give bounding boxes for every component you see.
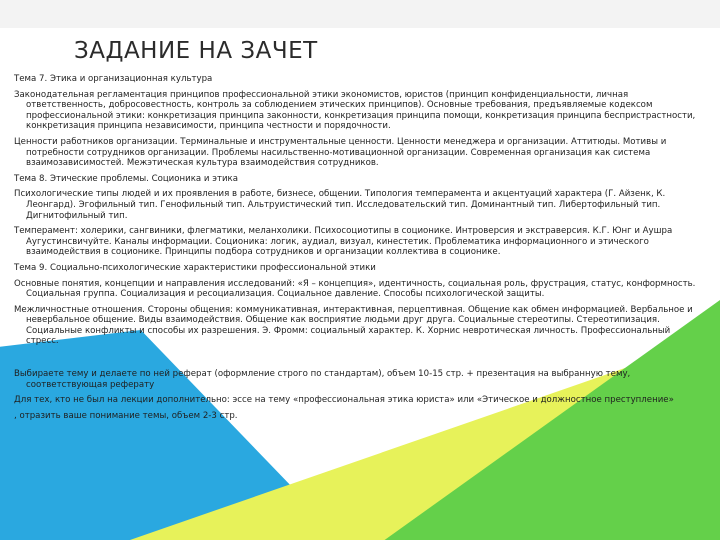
paragraph-volume: , отразить ваше понимание темы, объем 2-3 стр. (14, 410, 238, 421)
paragraph-psych-types: Психологические типы людей и их проявления в работе, бизнесе, общении. Типология темперамента и акцентуаций характера (Г. Айзенк, К. Леонгард). Эгофильный тип. Генофильный тип. Альтруистический тип. Исследовательский тип. Доминантный тип. Либертофильный тип. Дигнитофильный тип. (14, 189, 666, 221)
topic-7-heading: Тема 7. Этика и организационная культура (14, 74, 213, 84)
paragraph-interpersonal: Межличностные отношения. Стороны общения: коммуникативная, интерактивная, перцептивная. Общение как обмен информацией. Вербальное и невербальное общение. Виды взаимодействия. Общение как восприятие людьми друг друга. Социальные стереотипы. Стереотипизация. Социальные конфликты и способы их разрешения. Э. Фромм: социальный характер. К. Хорнис невротическая личность. Профессиональный стресс. (14, 304, 693, 347)
paragraph-essay: Для тех, кто не был на лекции дополнительно: эссе на тему «профессиональная этика юриста» или «Этическое и должностное преступление» (14, 395, 674, 406)
topic-9-heading: Тема 9. Социально-психологические характеристики профессиональной этики (14, 262, 376, 273)
top-band-decoration (0, 0, 720, 28)
slide-title: ЗАДАНИЕ НА ЗАЧЕТ (74, 38, 318, 64)
paragraph-assignment: Выбираете тему и делаете по ней реферат (оформление строго по стандартам), объем 10-15 стр. + презентация на выбранную тему, соответствующая реферату (14, 369, 631, 390)
paragraph-temperament: Темперамент: холерики, сангвиники, флегматики, меланхолики. Психосоциотипы в соционике. Интроверсия и экстраверсия. К.Г. Юнг и Аушра Аугустинсвичуйте. Каналы информации. Соционика: логик, аудиал, визуал, кинестетик. Проблематика информационного и этического взаимодействия в соционике. Принципы подбора сотрудников и организации коллектива в соционике. (14, 226, 673, 258)
topic-8-heading: Тема 8. Этические проблемы. Соционика и этика (14, 173, 238, 184)
paragraph-legislation: Законодательная регламентация принципов профессиональной этики экономистов, юристов (принцип конфиденциальности, личная ответственность, добросовестность, контроль за соблюдением этических принципов). Основные требования, предъявляемые кодексом профессиональной этики: конкретизация принципа законности, конкретизация принципа помощи, конкретизация принципа беспристрастности, конкретизация принципа независимости, принципа честности и порядочности. (14, 89, 696, 132)
paragraph-values: Ценности работников организации. Терминальные и инструментальные ценности. Ценности менеджера и организации. Аттитюды. Мотивы и потребности сотрудников организации. Проблемы насильственно-мотивационной организации. Современная организация как система взаимозависимостей. Межэтическая культура взаимодействия сотрудников. (14, 136, 667, 169)
slide-body (14, 74, 702, 426)
paragraph-concepts: Основные понятия, концепции и направления исследований: «Я – концепция», идентичность, социальная роль, фрустрация, статус, конформность. Социальная группа. Социализация и ресоциализация. Социальное давление. Способы психологической защиты. (14, 278, 696, 300)
